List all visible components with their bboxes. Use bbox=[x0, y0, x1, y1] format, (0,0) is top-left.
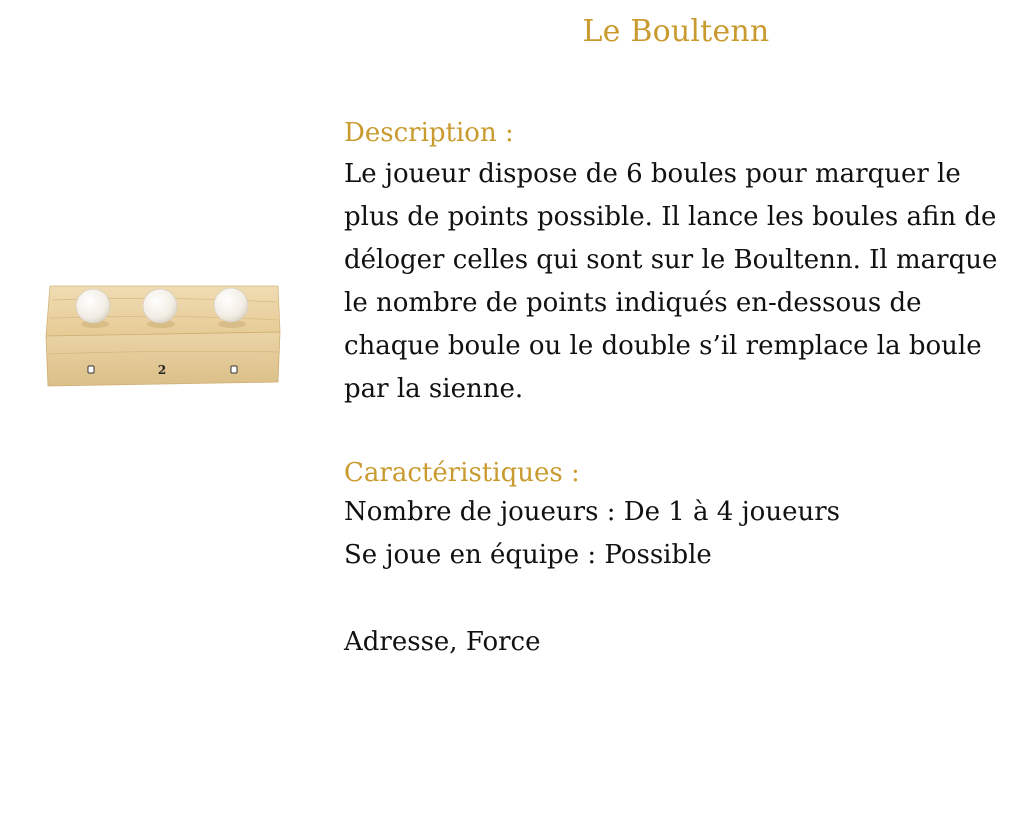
description-heading: Description : bbox=[344, 118, 514, 148]
slot-left bbox=[88, 366, 94, 373]
block-number: 2 bbox=[157, 363, 167, 377]
page-title: Le Boultenn bbox=[582, 14, 770, 49]
content bbox=[344, 115, 1004, 664]
spacer bbox=[344, 411, 1004, 455]
boultenn-image bbox=[38, 276, 288, 396]
players-count: Nombre de joueurs : De 1 à 4 joueurs bbox=[344, 497, 840, 527]
block-front bbox=[46, 332, 280, 386]
spacer bbox=[344, 577, 1004, 621]
description-text: Le joueur dispose de 6 boules pour marquer le plus de points possible. Il lance les boules afin de déloger celles qui sont sur le Boultenn. Il marque le nombre de points indiqués en-dessous de chaque boule ou le double s’il remplace la boule par la sienne. bbox=[344, 159, 998, 404]
characteristics-heading: Caractéristiques : bbox=[344, 458, 580, 488]
slot-right bbox=[231, 366, 237, 373]
ball-right bbox=[214, 288, 248, 322]
ball-middle bbox=[143, 289, 177, 323]
ball-left bbox=[76, 289, 110, 323]
skills: Adresse, Force bbox=[344, 627, 541, 657]
team-play: Se joue en équipe : Possible bbox=[344, 540, 712, 570]
